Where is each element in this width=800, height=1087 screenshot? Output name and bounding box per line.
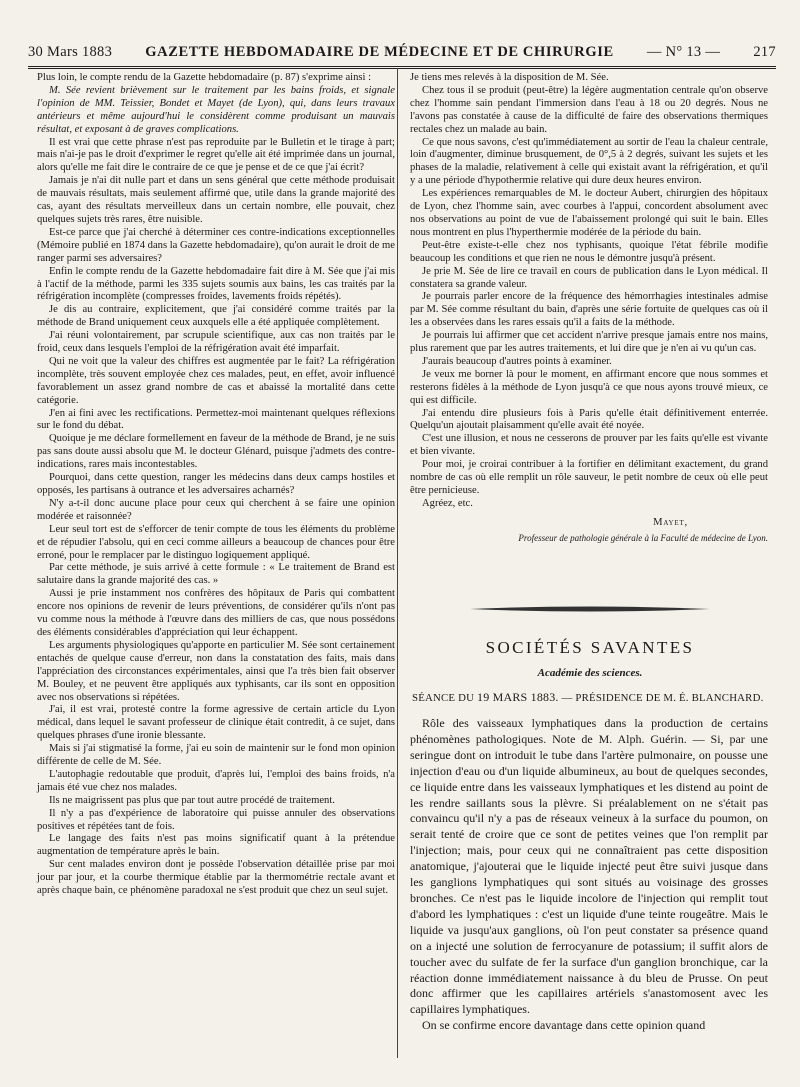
section-ornament [470,605,710,613]
paragraph: Jamais je n'ai dit nulle part et dans un sens général que cette méthode produisait de mauvais résultats, mais seulement affirmé que, utile dans la grande majorité des cas, ayant des résultats merveilleux dans un certain nombre, elle pouvait, chez quelques sujets très rares, être nuisible. [37,175,395,225]
paragraph: Je dis au contraire, explicitement, que j'ai considéré comme traités par la méthode de Brand uniquement ceux auxquels elle a été appliquée complètement. [37,304,395,329]
paragraph: N'y a-t-il donc aucune place pour ceux qui cherchent à se faire une opinion modérée et raisonnée? [37,497,395,522]
subsection-title: Académie des sciences. [537,667,643,679]
paragraph: Il est vrai que cette phrase n'est pas reproduite par le Bulletin et le tirage à part; mais n'ai-je pas le droit d'exprimer le regret qu'elle ait été imprimée dans un journal, alors qu'elle me fait dire le contraire de ce que je pense et de ce que j'ai écrit? [37,136,395,174]
paragraph: J'ai entendu dire plusieurs fois à Paris qu'elle était définitivement enterrée. Quelqu'un ajoutait plaisamment qu'elle avait été noyée. [410,407,768,432]
paragraph: Par cette méthode, je suis arrivé à cette formule : « Le traitement de Brand est salutaire dans la grande majorité des cas. » [37,562,395,587]
header-date: 30 Mars 1883 [28,44,113,60]
seance-prefix: SÉANCE DU [412,692,475,704]
paragraph: J'aurais beaucoup d'autres points à examiner. [422,355,612,367]
seance-line [412,690,768,705]
paragraph: Je prie M. Sée de lire ce travail en cours de publication dans le Lyon médical. Il constatera sa grande valeur. [410,265,768,290]
paragraph: J'ai, il est vrai, protesté contre la forme agressive de certain article du Lyon médical, dans lequel le savant professeur de clinique était contredit, à ce sujet, dans quelques phrases d'une ironie blessante. [37,704,395,742]
paragraph: Est-ce parce que j'ai cherché à déterminer ces contre-indications exceptionnelles (Mémoire publié en 1874 dans la Gazette hebdomadaire), qu'on aurait le droit de me ranger parmi ses adversaires? [37,226,395,264]
signature-title: Professeur de pathologie générale à la Faculté de médecine de Lyon. [518,532,768,543]
header-rule-thin [28,68,776,69]
paragraph: Ils ne maigrissent pas plus que par tout autre procédé de traitement. [49,794,335,806]
paragraph: Ce que nous savons, c'est qu'immédiatement au sortir de l'eau la chaleur centrale, loin d'augmenter, diminue brusquement, de 0°,5 à 2 degrés, suivant les sujets et les phases de la maladie, relativement à celle qui existait avant la réfrigération, et qu'il y a une période d'hypothermie relative qui dure deux heures environ. [410,136,768,187]
section-title: SOCIÉTÉS SAVANTES [485,638,695,657]
paragraph: Aussi je prie instamment nos confrères des hôpitaux de Paris qui combattent encore nos opinions de revenir de leurs préventions, de considérer qu'ils n'ont pas vu comme nous la méthode à l'œuvre dans des milliers de cas, que nous possédons des éléments considérables d'appréciation qui leur échappent. [37,588,395,638]
paragraph: L'autophagie redoutable que produit, d'après lui, l'emploi des bains froids, n'a jamais été vue chez nos malades. [37,768,395,793]
paragraph: Agréez, etc. [422,497,473,509]
column-divider [397,68,398,1058]
paragraph: Pour moi, je croirai contribuer à la fortifier en délimitant exactement, du grand nombre de cas où elle remplit un rôle sauveur, le petit nombre de ceux où elle peut être pernicieuse. [410,459,768,496]
page-number: 217 [753,44,776,60]
paragraph: Je tiens mes relevés à la disposition de M. Sée. [410,72,609,83]
paragraph: M. Sée revient brièvement sur le traitement par les bains froids, et signale l'opinion de MM. Teissier, Bondet et Mayet (de Lyon), qui, dans leurs travaux antérieurs et même aujourd'hui le considèrent comme produisant un mauvais résultat, et exposant à de graves complications. [37,84,395,135]
paragraph: Plus loin, le compte rendu de la Gazette hebdomadaire (p. 87) s'exprime ainsi : [37,72,372,83]
left-column [37,72,395,898]
paragraph: J'en ai fini avec les rectifications. Permettez-moi maintenant quelques réflexions sur le fond du débat. [37,407,395,432]
paragraph: Quoique je me déclare formellement en faveur de la méthode de Brand, je ne suis pas sans doute aussi absolu que M. le docteur Glénard, puisque j'admets des contre-indications, rares mais incontestables. [37,433,395,471]
paragraph: Pourquoi, dans cette question, ranger les médecins dans deux camps hostiles et opposés, les partisans à outrance et les adversaires acharnés? [37,472,395,496]
seance-presidence: — PRÉSIDENCE DE M. É. BLANCHARD. [561,692,764,704]
paragraph: Rôle des vaisseaux lymphatiques dans la production de certains phénomènes pathologiques. Note de M. Alph. Guérin. — Si, par une seringue dont on introduit le tube dans l'artère pulmonaire, on pousse une injection d'eau ou d'un liquide albumineux, au bout de quelques secondes, ce liquide entre dans les vaisseaux lymphatiques et les distend au point de les rendre saillants sous la plèvre. Si préalablement on ne s'était pas convaincu qu'il n'y a pas de réseaux veineux à la surface du poumon, on serait tenté de croire que ce sont de petites veines que l'on remplit par l'injection; mais, pour ceux qui ne connaîtraient pas cette disposition anatomique, j'ajouterai que le liquide injecté peut être suivi jusque dans les ganglions lymphatiques qui sont situés au voisinage des grosses bronches. Ce n'est pas le liquide incolore de l'injection qui remplit tout d'abord les lymphatiques : c'est un liquide d'une teinte rougeâtre. Mais le liquide va jusqu'aux ganglions, où l'on peut constater sa présence quand on a injecté une solution de ferrocyanure de potassium; il suffit alors de toucher avec du sulfate de fer la surface d'un ganglion bronchique, car la réaction donne immédiatement naissance à du bleu de Prusse. On peut donc affirmer que les capillaires artériels s'anastomosent avec les capillaires lymphatiques. [410,716,768,1017]
paragraph: C'est une illusion, et nous ne cesserons de prouver par les faits qu'elle est vivante et bien vivante. [410,433,768,458]
signature-name: Mayet, [653,516,688,528]
paragraph: On se confirme encore davantage dans cette opinion quand [422,1018,706,1033]
paragraph: Je pourrais lui affirmer que cet accident n'arrive presque jamais entre nos mains, plus rarement que par les autres traitements, et lui dire que je n'en ai vu qu'un cas. [410,330,768,355]
seance-date: 19 MARS 1883. [477,690,559,704]
header-rule [28,66,776,67]
page-header [28,44,776,64]
journal-title: GAZETTE HEBDOMADAIRE DE MÉDECINE ET DE CHIRURGIE [145,44,614,60]
paragraph: Les expériences remarquables de M. le docteur Aubert, chirurgien des hôpitaux de Lyon, chez l'homme sain, avec courbes à l'appui, concordent absolument avec nos observations au point de vue de l'abaissement prolongé qui suit le bain. Elles nous montrent en plus l'hyperthermie modérée de la période du bain. [410,188,768,238]
paragraph: Je veux me borner là pour le moment, en affirmant encore que nous sommes et resterons fidèles à la méthode de Lyon jusqu'à ce que nous ayons trouvé mieux, ce qui est difficile. [410,368,768,406]
paragraph: J'ai réuni volontairement, par scrupule scientifique, aux cas non traités par le froid, ceux dans lesquels l'emploi de la réfrigération avait été imparfait. [37,330,395,355]
paragraph: Sur cent malades environ dont je possède l'observation détaillée prise par moi jour par jour, et la courbe thermique établie par la thermométrie rectale avant et après chaque bain, ce phénomène paradoxal ne s'est produit que chez un seul sujet. [37,859,395,897]
paragraph: Je pourrais parler encore de la fréquence des hémorrhagies intestinales admise par M. Sée comme résultant du bain, d'après une série fortuite de quelques cas où il les a observées dans les rares essais qu'il a faits de la méthode. [410,291,768,329]
paragraph: Il n'y a pas d'expérience de laboratoire qui puisse annuler des observations positives et répétées tant de fois. [37,807,395,832]
paragraph: Chez tous il se produit (peut-être) la légère augmentation centrale qu'on observe chez l'homme sain pendant l'immersion dans l'eau à 18 ou 20 degrés. Nous ne l'avons pas constatée à cause de la difficulté de faire des observations thermiques rectales chez un malade au bain. [410,84,768,135]
paragraph: Leur seul tort est de s'efforcer de tenir compte de tous les éléments du problème et de répudier l'absolu, qui en ceci comme ailleurs a beaucoup de chances pour être erroné, pour le remplacer par le distinguo logiquement appliqué. [37,523,395,561]
paragraph: Les arguments physiologiques qu'apporte en particulier M. Sée sont certainement entachés de quelque cause d'erreur, non dans la constatation des faits, mais dans l'appréciation des circonstances expérimentales, ainsi que l'a très bien fait observer M. Bouley, et ne peuvent être appliqués aux typhisants, car ils sont en opposition avec nos observations si répétées. [37,639,395,703]
paragraph: Enfin le compte rendu de la Gazette hebdomadaire fait dire à M. Sée que j'ai mis à l'actif de la méthode, parmi les 335 sujets soumis aux bains, les cas traités par la réfrigération incomplète (compresses froides, lavements froids répétés). [37,265,395,303]
issue-number: — N° 13 — [646,44,721,60]
paragraph: Qui ne voit que la valeur des chiffres est augmentée par le fait? La réfrigération incomplète, très souvent employée chez ces malades, peut, en effet, avoir influencé favorablement un assez grand nombre de cas et abaissé la mortalité dans cette catégorie. [37,355,395,406]
right-column-academie [410,716,768,1034]
paragraph: Le langage des faits n'est pas moins significatif quant à la prétendue augmentation de température après le bain. [37,833,395,858]
right-column-letter [410,72,768,545]
paragraph: Peut-être existe-t-elle chez nos typhisants, quoique l'état fébrile modifie beaucoup les conditions et que rien ne nous le démontre jusqu'à présent. [410,239,768,264]
paragraph: Mais si j'ai stigmatisé la forme, j'ai eu soin de maintenir sur le fond mon opinion différente de celle de M. Sée. [37,743,395,768]
